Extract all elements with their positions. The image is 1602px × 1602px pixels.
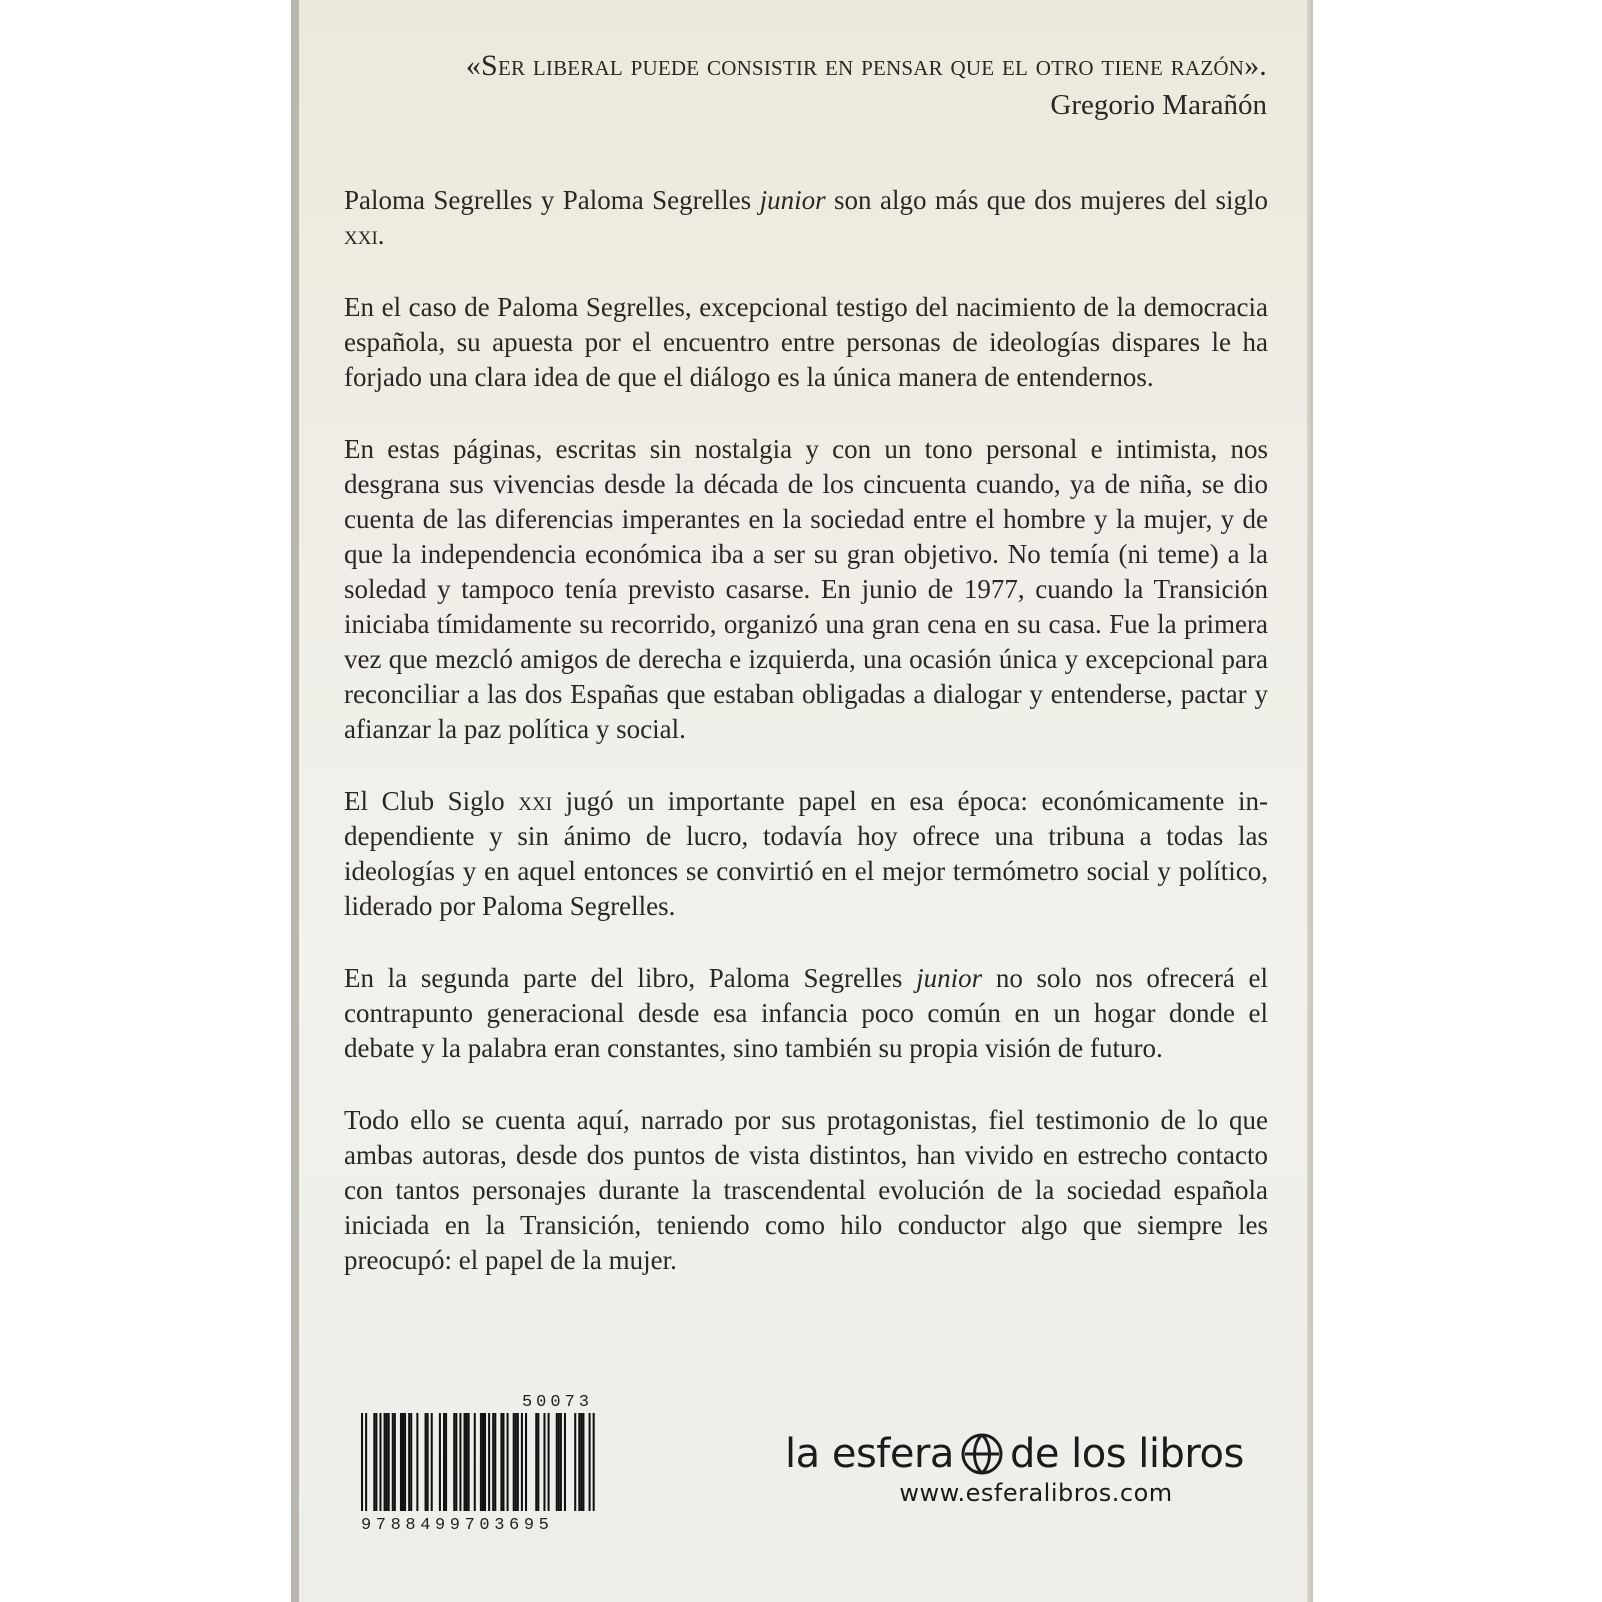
century-numeral: xxi — [518, 786, 553, 816]
barcode-bar — [410, 1413, 412, 1511]
epigraph — [361, 46, 1267, 124]
text-run: En la segunda parte del libro, Paloma Segrelles — [344, 963, 917, 993]
barcode-bar — [431, 1413, 433, 1511]
paragraph-5 — [344, 961, 1268, 1066]
barcode-bar — [384, 1413, 386, 1511]
barcode-bar — [515, 1413, 517, 1511]
barcode-bar — [494, 1413, 496, 1511]
barcode-bar — [578, 1413, 580, 1511]
barcode-bar — [492, 1413, 494, 1511]
barcode-bar — [455, 1413, 457, 1511]
barcode-bar — [453, 1413, 455, 1511]
barcode-bar — [525, 1413, 527, 1511]
barcode-bar — [543, 1413, 545, 1511]
text-run: . — [377, 220, 385, 250]
text-run: jugó un importante papel en esa época: económicamente independiente y sin ánimo de lucro, todavía hoy ofrece una tribuna a todas las ideologías y en aquel entonces se convirtió en el mejor termómetro social y político, liderado por Paloma Segrelles. — [344, 786, 1268, 921]
barcode-bar — [375, 1413, 377, 1511]
barcode-bar — [521, 1413, 523, 1511]
barcode-bar — [560, 1413, 562, 1511]
barcode-bar — [445, 1413, 447, 1511]
epigraph-quote: «Ser liberal puede consistir en pensar que el otro tiene razón». — [465, 49, 1267, 82]
barcode-bar — [556, 1413, 558, 1511]
barcode-bar — [402, 1413, 404, 1511]
barcode-bar — [580, 1413, 582, 1511]
barcode-bar — [537, 1413, 539, 1511]
barcode-bar — [404, 1413, 406, 1511]
barcode-bar — [443, 1413, 445, 1511]
barcode-bar — [373, 1413, 375, 1511]
paragraph-2: En el caso de Paloma Segrelles, excepcional testigo del nacimiento de la democracia española, su apuesta por el encuentro entre personas de ideologías dispares le ha forjado una clara idea de que el diálogo es la única manera de entendernos. — [344, 292, 1268, 392]
publisher-name — [785, 1431, 1267, 1477]
barcode-bar — [535, 1413, 537, 1511]
barcode-bar — [459, 1413, 461, 1511]
barcode-bar — [394, 1413, 396, 1511]
barcode-bar — [474, 1413, 476, 1511]
barcode-bar — [408, 1413, 410, 1511]
century-numeral: xxi — [344, 220, 378, 250]
barcode-bar — [425, 1413, 427, 1511]
publisher-name-right: de los libros — [1009, 1431, 1244, 1477]
publisher-name-left: la esfera — [785, 1431, 954, 1477]
barcode-bar — [593, 1413, 595, 1511]
barcode-bar — [558, 1413, 560, 1511]
paragraph-4 — [344, 784, 1268, 924]
barcode-bar — [564, 1413, 566, 1511]
paragraph-6: Todo ello se cuenta aquí, narrado por sus protagonistas, fiel testimonio de lo que ambas autoras, desde dos puntos de vista distintos, han vivido en estrecho contacto con tantos personajes durante la trascendental evolución de la sociedad española iniciada en la Transición, teniendo como hilo conductor algo que siempre les preocupó: el papel de la mujer. — [344, 1105, 1268, 1275]
epigraph-author: Gregorio Marañón — [1050, 89, 1267, 121]
book-back-cover — [291, 0, 1313, 1602]
barcode-bar — [361, 1413, 363, 1511]
barcode-bar — [488, 1413, 490, 1511]
barcode-bar — [574, 1413, 576, 1511]
barcode-bar — [388, 1413, 390, 1511]
barcode-bar — [589, 1413, 591, 1511]
barcode-bar — [480, 1413, 482, 1511]
barcode-bar — [507, 1413, 509, 1511]
barcode-bar — [482, 1413, 484, 1511]
text-run: no solo nos ofrecerá el contrapunto generacional desde esa infancia poco común en un hogar donde el debate y la palabra eran constantes, sino también su propia visión de futuro. — [344, 963, 1268, 1063]
italic-term: junior — [916, 963, 983, 993]
isbn-barcode — [361, 1393, 599, 1535]
text-run: El Club Siglo — [344, 786, 519, 816]
barcode-bar — [464, 1413, 466, 1511]
barcode-bar — [386, 1413, 388, 1511]
barcode-bar — [582, 1413, 584, 1511]
publisher-url[interactable]: www.esferalibros.com — [899, 1479, 1173, 1507]
text-run: son algo más que dos mujeres del siglo — [825, 185, 1268, 215]
barcode-bar — [513, 1413, 515, 1511]
barcode-digits: 9788499703695 — [361, 1516, 554, 1535]
barcode-bar — [400, 1413, 402, 1511]
barcode-bar — [365, 1413, 367, 1511]
barcode-bar — [517, 1413, 519, 1511]
paragraph-3: En estas páginas, escritas sin nostalgia y con un tono personal e intimista, nos desgrana sus vivencias desde la década de los cincuenta cuando, ya de niña, se dio cuenta de las diferencias imperantes en la sociedad entre el hombre y la mujer, y de que la independencia económica iba a ser su gran objetivo. No temía (ni teme) a la soledad y tampoco tenía previsto casarse. En junio de 1977, cuando la Transición iniciaba tímidamente su recorrido, organizó una gran cena en su casa. Fue la primera vez que mezcló amigos de derecha e izquierda, una ocasión única y excepcional para reconciliar a las dos Españas que estaban obligadas a dialogar y entenderse, pactar y afianzar la paz política y social. — [344, 434, 1268, 744]
cover-edge-shadow — [1307, 0, 1313, 1602]
barcode-bar — [468, 1413, 470, 1511]
publisher-logo — [785, 1431, 1267, 1507]
barcode-bar — [416, 1413, 418, 1511]
italic-term: junior — [759, 185, 826, 215]
globe-e-icon — [960, 1432, 1004, 1476]
barcode-bar — [484, 1413, 486, 1511]
blurb-text — [344, 183, 1268, 1315]
barcode-bar — [502, 1413, 504, 1511]
barcode-bar — [466, 1413, 468, 1511]
barcode-bars — [361, 1413, 599, 1511]
barcode-bar — [379, 1413, 381, 1511]
barcode-bar — [439, 1413, 441, 1511]
barcode-addon-digits: 50073 — [521, 1393, 593, 1412]
barcode-bar — [500, 1413, 502, 1511]
paragraph-1 — [344, 183, 1268, 253]
barcode-bar — [548, 1413, 550, 1511]
text-run: Paloma Segrelles y Paloma Segrelles — [344, 185, 760, 215]
barcode-bar — [427, 1413, 429, 1511]
barcode-bar — [392, 1413, 394, 1511]
